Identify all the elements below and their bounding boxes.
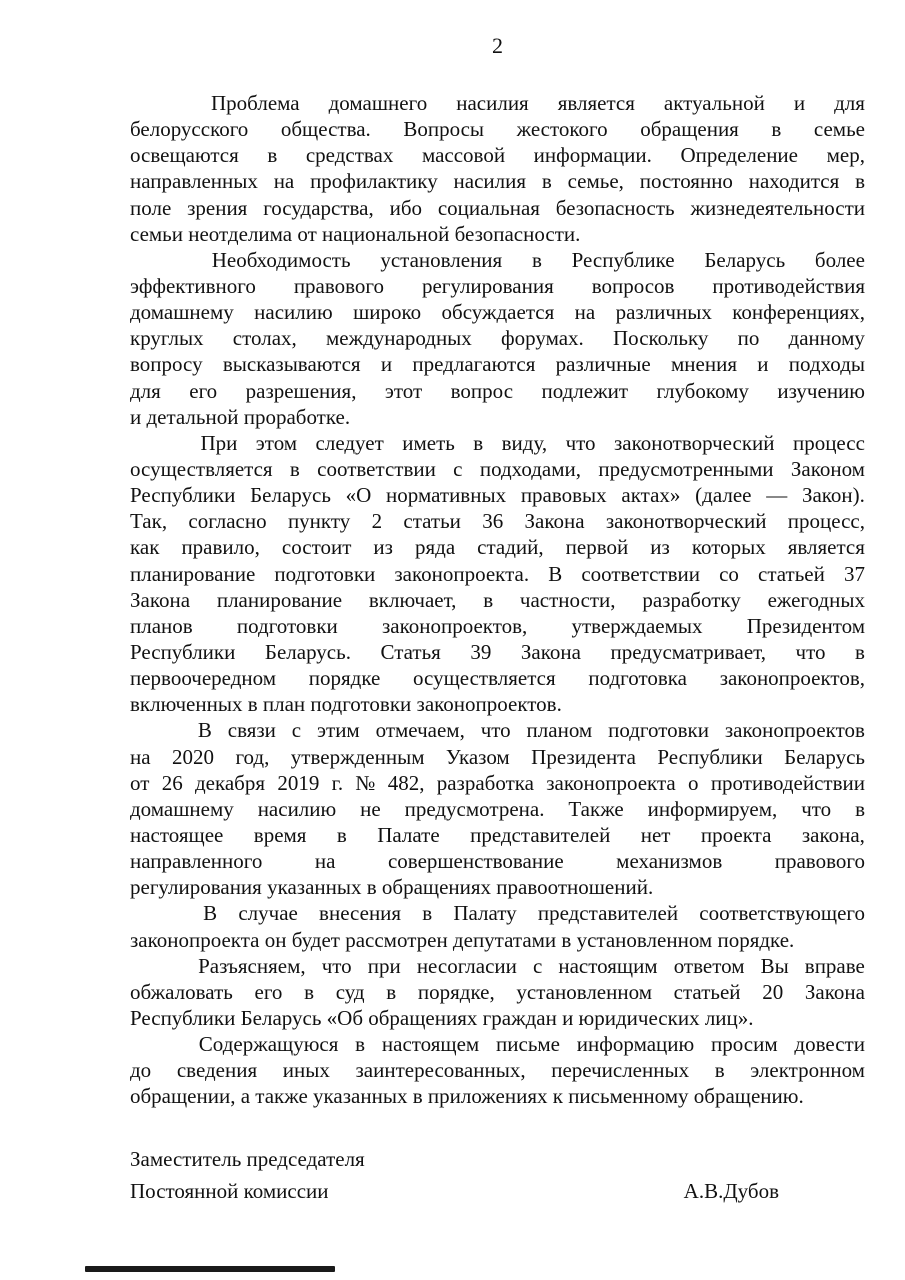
signer-name: А.В.Дубов (683, 1178, 779, 1203)
paragraph (130, 430, 865, 718)
paragraph (130, 247, 865, 430)
text-line: эффективного правового регулирования вопросов противодействия (130, 273, 865, 298)
text-line: до сведения иных заинтересованных, перечисленных в электронном (130, 1058, 865, 1083)
text-line: от 26 декабря 2019 г. № 482, разработка законопроекта о противодействии (130, 770, 865, 795)
text-line: направленного на совершенствование механизмов правового (130, 849, 865, 874)
text-line: включенных в план подготовки законопроектов. (130, 692, 562, 717)
text-line: вопросу высказываются и предлагаются различные мнения и подходы (130, 352, 865, 377)
text-line: на 2020 год, утвержденным Указом Президента Республики Беларусь (130, 744, 865, 769)
text-line: Республики Беларусь «О нормативных правовых актах» (далее — Закон). (130, 483, 865, 508)
paragraph (130, 90, 865, 247)
text-line: регулирования указанных в обращениях правоотношений. (130, 875, 654, 900)
paragraph (130, 717, 865, 900)
text-line: Необходимость установления в Республике Беларусь более (211, 247, 865, 272)
text-line: для его разрешения, этот вопрос подлежит глубокому изучению (130, 378, 865, 403)
text-line: и детальной проработке. (130, 404, 351, 429)
scan-artifact-line (85, 1266, 335, 1272)
letter-body (130, 90, 865, 1109)
text-line: Республики Беларусь. Статья 39 Закона предусматривает, что в (130, 639, 865, 664)
text-line: В связи с этим отмечаем, что планом подготовки законопроектов (197, 718, 865, 743)
text-line: поле зрения государства, ибо социальная безопасность жизнедеятельности (130, 195, 865, 220)
text-line: домашнему насилию широко обсуждается на различных конференциях, (130, 300, 865, 325)
text-line: Проблема домашнего насилия является актуальной и для (211, 91, 865, 115)
text-line: обжаловать его в суд в порядке, установленном статьей 20 Закона (130, 979, 865, 1004)
text-line: первоочередном порядке осуществляется подготовка законопроектов, (130, 666, 865, 691)
text-line: планов подготовки законопроектов, утверждаемых Президентом (130, 613, 865, 638)
signer-title-line1: Заместитель председателя (130, 1147, 365, 1171)
text-line: направленных на профилактику насилия в семье, постоянно находится в (130, 169, 865, 194)
text-line: семьи неотделима от национальной безопасности. (130, 221, 581, 246)
text-line: законопроекта он будет рассмотрен депутатами в установленном порядке. (130, 927, 795, 952)
text-line: Разъясняем, что при несогласии с настоящим ответом Вы вправе (198, 953, 865, 978)
signer-title-line2: Постоянной комиссии (130, 1178, 329, 1203)
text-line: планирование подготовки законопроекта. В соответствии со статьей 37 (130, 561, 865, 586)
text-line: В случае внесения в Палату представителей соответствующего (203, 901, 865, 926)
text-line: осуществляется в соответствии с подходами, предусмотренными Законом (130, 456, 865, 481)
text-line: как правило, состоит из ряда стадий, первой из которых является (130, 535, 865, 560)
text-line: Содержащуюся в настоящем письме информацию просим довести (198, 1032, 865, 1057)
text-line: круглых столах, международных форумах. Поскольку по данному (130, 326, 865, 351)
text-line: При этом следует иметь в виду, что законотворческий процесс (200, 430, 865, 455)
signature-row (130, 1176, 865, 1208)
text-line: Закона планирование включает, в частности, разработку ежегодных (130, 587, 865, 612)
text-line: Республики Беларусь «Об обращениях граждан и юридических лиц». (130, 1005, 754, 1030)
text-line: настоящее время в Палате представителей нет проекта закона, (130, 822, 865, 847)
text-line: Так, согласно пункту 2 статьи 36 Закона законотворческий процесс, (130, 509, 865, 534)
text-line: домашнему насилию не предусмотрена. Также информируем, что в (130, 796, 865, 821)
text-line: белорусского общества. Вопросы жестокого обращения в семье (130, 117, 865, 142)
paragraph (130, 1031, 865, 1109)
text-line: освещаются в средствах массовой информации. Определение мер, (130, 143, 865, 168)
page-number: 2 (492, 33, 503, 58)
signature-block (130, 1144, 865, 1207)
paragraph (130, 900, 865, 952)
paragraph (130, 953, 865, 1031)
text-line: обращении, а также указанных в приложениях к письменному обращению. (130, 1084, 804, 1109)
